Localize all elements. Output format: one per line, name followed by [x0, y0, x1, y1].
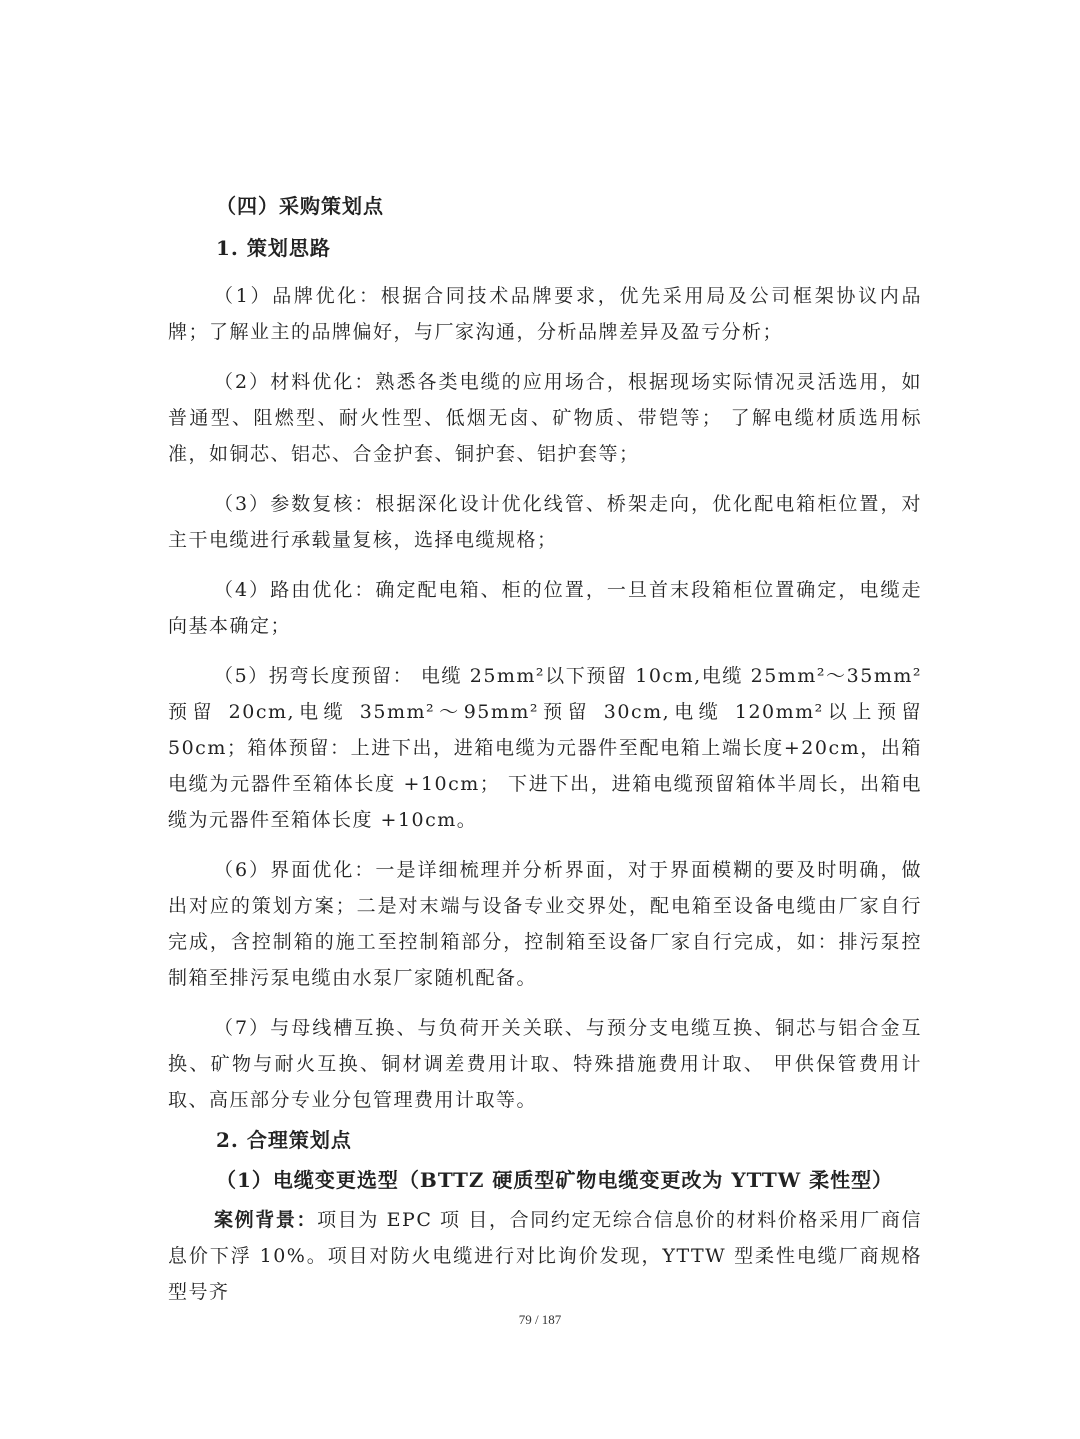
subsection-heading-planning-ideas: 1. 策划思路: [216, 236, 331, 260]
paragraph-parameter-review: （3）参数复核：根据深化设计优化线管、桥架走向，优化配电箱柜位置，对主干电缆进行承载量复核，选择电缆规格；: [168, 493, 922, 551]
paragraph-bend-length-reserve: （5）拐弯长度预留： 电缆 25mm²以下预留 10cm,电缆 25mm²～35mm²预留 20cm,电缆 35mm²～95mm²预留 30cm,电缆 120mm²以上预留 50cm；箱体预留：上进下出，进箱电缆为元器件至配电箱上端长度+20cm，出箱电缆为元器件至箱体长度 +10cm； 下进下出，进箱电缆预留箱体半周长，出箱电缆为元器件至箱体长度 +10cm。: [168, 665, 922, 831]
case-heading: （1）电缆变更选型（BTTZ 硬质型矿物电缆变更改为 YTTW 柔性型）: [216, 1168, 894, 1192]
paragraph-brand-optimization: （1）品牌优化：根据合同技术品牌要求，优先采用局及公司框架协议内品牌；了解业主的品牌偏好，与厂家沟通，分析品牌差异及盈亏分析；: [168, 285, 922, 343]
subsection-heading-reasonable-planning: 2. 合理策划点: [216, 1128, 352, 1152]
case-background-label: 案例背景：: [214, 1209, 318, 1231]
paragraph-material-optimization: （2）材料优化：熟悉各类电缆的应用场合，根据现场实际情况灵活选用，如普通型、阻燃型、耐火性型、低烟无卤、矿物质、带铠等； 了解电缆材质选用标准，如铜芯、铝芯、合金护套、铜护套、铝护套等；: [168, 371, 922, 465]
section-heading: （四）采购策划点: [216, 194, 384, 218]
paragraph-case-background: [168, 1202, 922, 1310]
document-page: [168, 188, 922, 1324]
page-number: 79 / 187: [518, 1312, 562, 1327]
paragraph-interface-optimization: （6）界面优化：一是详细梳理并分析界面，对于界面模糊的要及时明确，做出对应的策划方案；二是对末端与设备专业交界处，配电箱至设备电缆由厂家自行完成，含控制箱的施工至控制箱部分，控制箱至设备厂家自行完成，如：排污泵控制箱至排污泵电缆由水泵厂家随机配备。: [168, 859, 922, 989]
case-background-text: 项目为 EPC 项 目，合同约定无综合信息价的材料价格采用厂商信息价下浮 10%。项目对防火电缆进行对比询价发现，YTTW 型柔性电缆厂商规格型号齐: [168, 1209, 922, 1303]
paragraph-substitution-items: （7）与母线槽互换、与负荷开关关联、与预分支电缆互换、铜芯与铝合金互换、矿物与耐火互换、铜材调差费用计取、特殊措施费用计取、 甲供保管费用计取、高压部分专业分包管理费用计取等。: [168, 1017, 922, 1111]
paragraph-route-optimization: （4）路由优化：确定配电箱、柜的位置，一旦首末段箱柜位置确定，电缆走向基本确定；: [168, 579, 922, 637]
